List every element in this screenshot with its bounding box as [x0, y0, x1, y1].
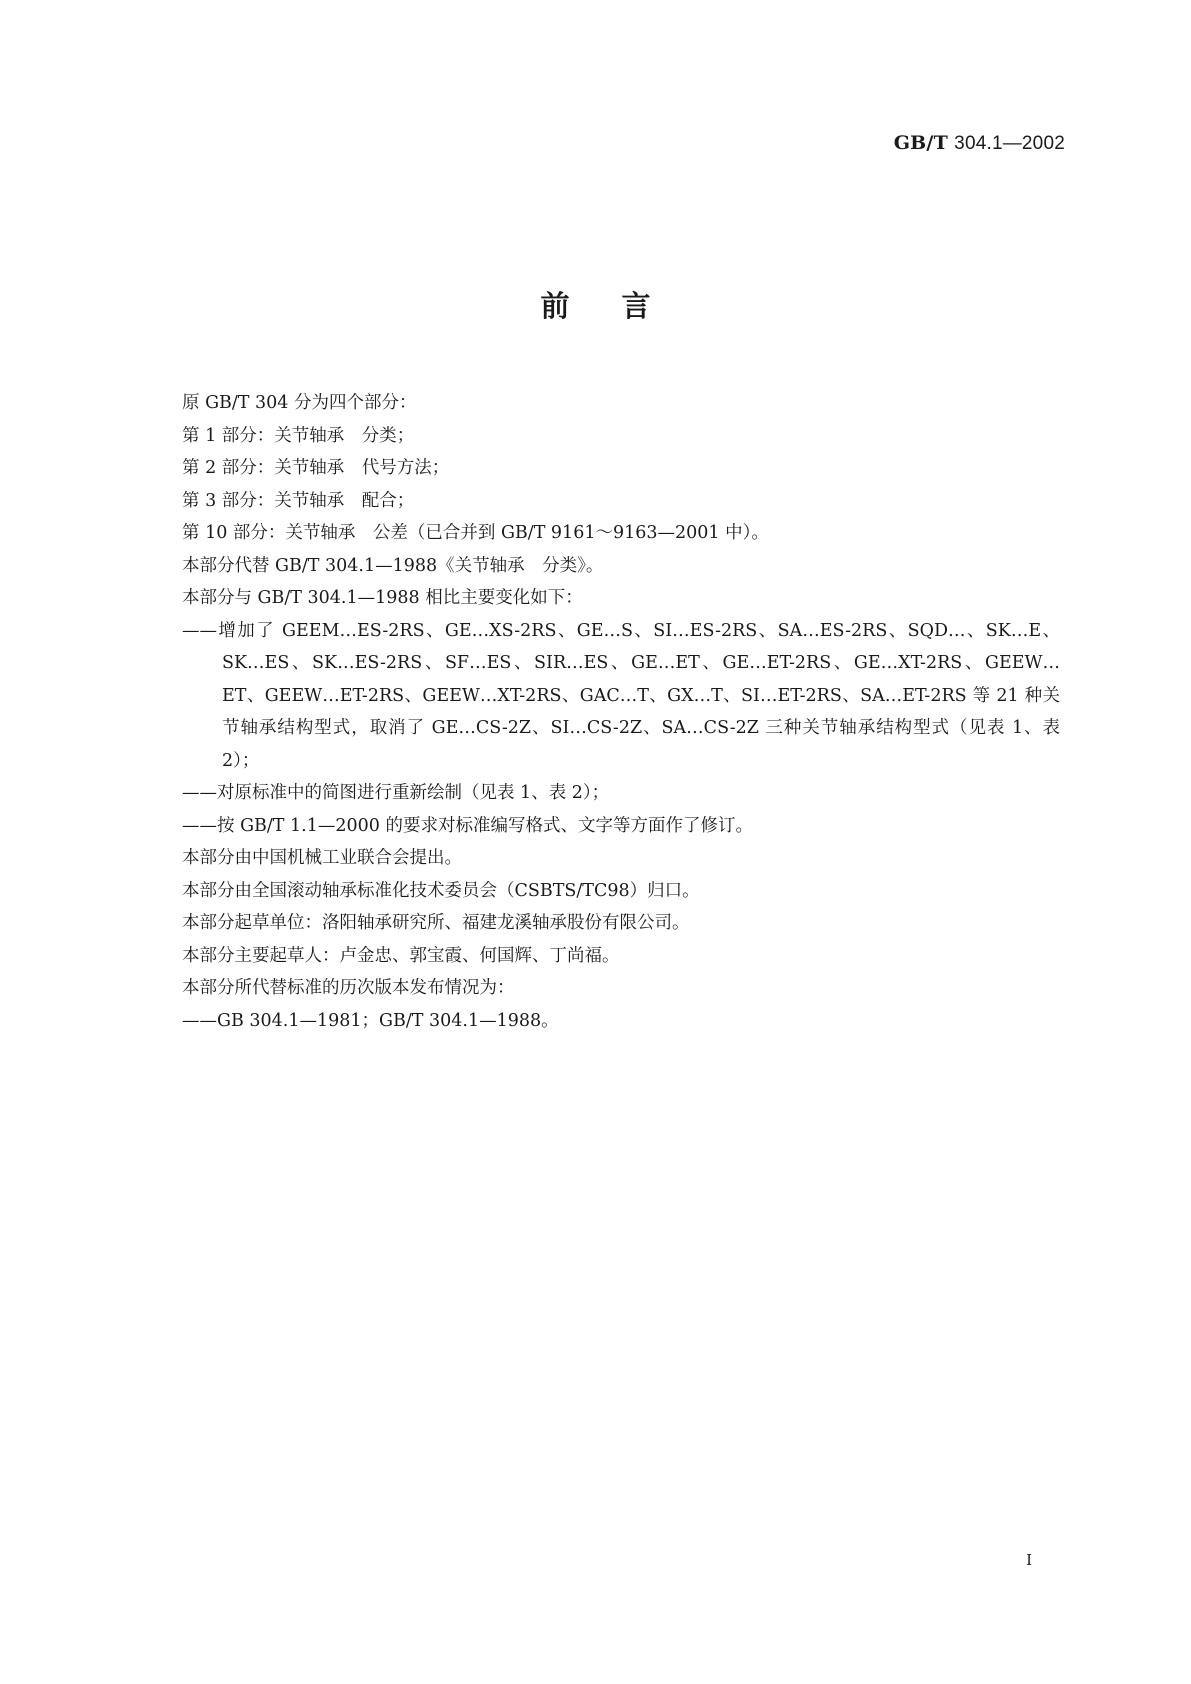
page-title: 前言 — [540, 289, 703, 323]
document-body — [182, 387, 1060, 1037]
paragraph: 原 GB/T 304 分为四个部分： — [182, 393, 417, 413]
standard-number: 304.1—2002 — [954, 133, 1065, 154]
paragraph: 本部分与 GB/T 304.1—1988 相比主要变化如下： — [182, 588, 583, 608]
page-number: Ⅰ — [1026, 1551, 1032, 1569]
paragraph: 第 10 部分：关节轴承 公差（已合并到 GB/T 9161～9163—2001 中）。 — [182, 523, 769, 543]
paragraph: 本部分由全国滚动轴承标准化技术委员会（CSBTS/TC98）归口。 — [182, 880, 700, 901]
change-item: ——对原标准中的简图进行重新绘制（见表 1、表 2）； — [182, 783, 610, 803]
paragraph: 第 3 部分：关节轴承 配合； — [182, 490, 415, 511]
standard-prefix: GB/T — [893, 132, 948, 154]
paragraph: 本部分主要起草人：卢金忠、郭宝霞、何国辉、丁尚福。 — [182, 945, 620, 966]
paragraph: 本部分起草单位：洛阳轴承研究所、福建龙溪轴承股份有限公司。 — [182, 913, 690, 933]
paragraph: 本部分所代替标准的历次版本发布情况为： — [182, 978, 515, 998]
change-item: ——按 GB/T 1.1—2000 的要求对标准编写格式、文字等方面作了修订。 — [182, 815, 753, 836]
history-item: ——GB 304.1—1981；GB/T 304.1—1988。 — [182, 1010, 559, 1031]
paragraph: 第 1 部分：关节轴承 分类； — [182, 425, 415, 446]
paragraph: 本部分由中国机械工业联合会提出。 — [182, 848, 462, 868]
standard-code — [894, 132, 1065, 155]
change-item: ——增加了 GEEM…ES-2RS、GE…XS-2RS、GE…S、SI…ES-2RS、SA…ES-2RS、SQD…、SK…E、SK…ES、SK…ES-2RS、SF…ES、SIR…ES、GE…ET、GE…ET-2RS、GE…XT-2RS、GEEW…ET、GEEW…ET-2RS、GEEW…XT-2RS、GAC…T、GX…T、SI…ET-2RS、SA…ET-2RS 等 21 种关节轴承结构型式，取消了 GE…CS-2Z、SI…CS-2Z、SA…CS-2Z 三种关节轴承结构型式（见表 1、表 2）； — [182, 620, 1060, 771]
paragraph: 本部分代替 GB/T 304.1—1988《关节轴承 分类》。 — [182, 555, 604, 576]
paragraph: 第 2 部分：关节轴承 代号方法； — [182, 458, 450, 478]
